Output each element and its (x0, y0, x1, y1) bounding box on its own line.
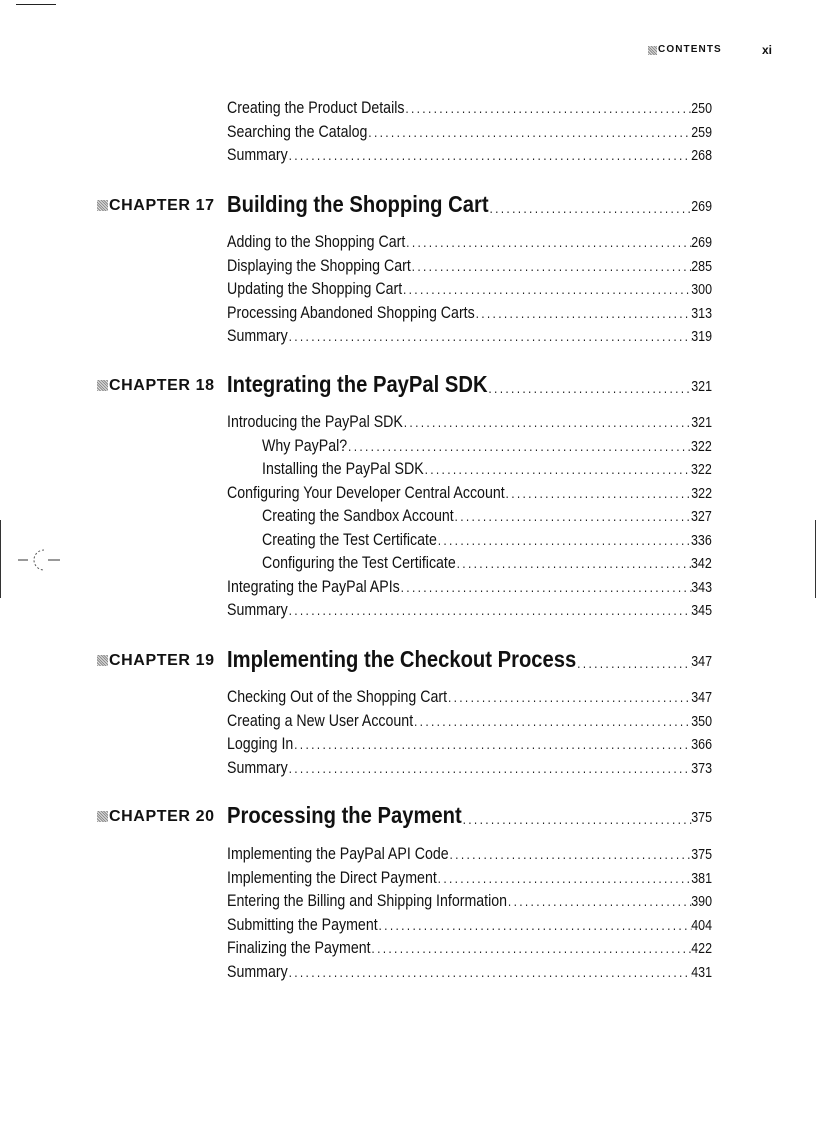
entry-page-number: 375 (691, 847, 713, 863)
toc-entry[interactable] (227, 481, 712, 503)
toc-entry[interactable] (227, 598, 712, 620)
dot-leader (371, 940, 692, 958)
dot-leader (347, 438, 691, 456)
entry-title: Creating the Product Details (227, 99, 405, 117)
chapter-square-icon (97, 380, 108, 391)
dot-leader (400, 579, 691, 597)
entry-title: Adding to the Shopping Cart (227, 233, 406, 251)
toc-entry[interactable] (227, 732, 712, 754)
chapter-label (97, 808, 222, 828)
dot-leader (413, 713, 691, 731)
entry-page-number: 373 (691, 760, 713, 777)
dot-leader (475, 305, 692, 323)
entry-title: Searching the Catalog (227, 122, 368, 141)
dot-leader (462, 811, 691, 829)
entry-page-number: 350 (691, 713, 713, 730)
entry-title: Entering the Billing and Shipping Information (227, 892, 508, 910)
entry-page-number: 322 (690, 462, 712, 478)
toc-entry[interactable] (227, 842, 712, 864)
dot-leader (293, 736, 691, 754)
toc-entry[interactable] (227, 96, 712, 118)
dot-leader (411, 258, 691, 276)
entry-page-number: 336 (690, 532, 712, 549)
entry-title: Processing Abandoned Shopping Carts (227, 303, 475, 322)
dot-leader (424, 461, 691, 479)
toc-entry[interactable] (227, 936, 712, 958)
entry-page-number: 366 (691, 737, 713, 753)
dot-leader (488, 380, 692, 398)
entry-title: Displaying the Shopping Cart (227, 256, 411, 275)
entry-page-number: 269 (691, 235, 713, 251)
entry-title: Summary (227, 601, 288, 619)
chapter-title: Building the Shopping Cart (227, 191, 489, 217)
entry-page-number: 343 (691, 579, 713, 596)
entry-page-number: 345 (691, 603, 713, 619)
dot-leader (489, 200, 692, 218)
dot-leader (367, 124, 691, 142)
chapter-square-icon (97, 655, 108, 666)
chapter-label (97, 197, 222, 217)
chapter-title: Processing the Payment (227, 802, 462, 828)
entry-page-number: 259 (691, 124, 713, 141)
chapter-heading[interactable] (227, 188, 712, 218)
dot-leader (288, 602, 692, 620)
chapter-title: Implementing the Checkout Process (227, 646, 577, 672)
entry-page-number: 313 (691, 305, 713, 322)
entry-page-number: 327 (690, 509, 712, 525)
entry-title: Creating the Sandbox Account (262, 507, 454, 525)
entry-page-number: 347 (691, 690, 713, 706)
toc-subentry[interactable] (262, 504, 712, 526)
entry-title: Creating the Test Certificate (262, 530, 437, 549)
dot-leader (402, 281, 691, 299)
dot-leader (505, 485, 692, 503)
chapter-heading[interactable] (227, 799, 712, 829)
chapter-heading[interactable] (227, 643, 712, 673)
dot-leader (454, 508, 691, 526)
chapter-square-icon (97, 200, 108, 211)
toc-subentry[interactable] (262, 528, 712, 550)
toc-entry[interactable] (227, 575, 712, 597)
entry-title: Summary (227, 146, 288, 164)
entry-title: Introducing the PayPal SDK (227, 413, 403, 431)
entry-title: Implementing the Direct Payment (227, 868, 437, 887)
entry-page-number: 390 (691, 894, 713, 910)
dot-leader (449, 846, 692, 864)
entry-page-number: 431 (691, 964, 713, 981)
chapter-label (97, 652, 222, 672)
entry-title: Configuring Your Developer Central Account (227, 483, 505, 502)
dot-leader (456, 555, 691, 573)
dot-leader (405, 234, 691, 252)
dot-leader (404, 100, 691, 118)
chapter-square-icon (97, 811, 108, 822)
entry-title: Implementing the PayPal API Code (227, 845, 449, 863)
chapter-title: Integrating the PayPal SDK (227, 371, 488, 397)
dot-leader (507, 893, 691, 911)
entry-page-number: 322 (691, 485, 713, 502)
running-head-page-number: xi (762, 43, 773, 57)
chapter-label-text: CHAPTER 17 (109, 197, 215, 214)
dot-leader (437, 870, 691, 888)
chapter-page-number: 269 (691, 199, 713, 215)
entry-title: Installing the PayPal SDK (262, 460, 424, 478)
entry-title: Submitting the Payment (227, 915, 378, 934)
entry-page-number: 319 (691, 329, 713, 345)
chapter-label (97, 377, 222, 397)
chapter-page-number: 347 (691, 654, 713, 670)
entry-page-number: 422 (691, 941, 713, 957)
entry-page-number: 300 (691, 282, 713, 298)
entry-title: Updating the Shopping Cart (227, 280, 403, 298)
dot-leader (437, 532, 691, 550)
entry-title: Checking Out of the Shopping Cart (227, 688, 448, 706)
toc-entry[interactable] (227, 709, 712, 731)
chapter-page-number: 321 (691, 379, 713, 395)
entry-page-number: 322 (690, 438, 712, 455)
chapter-page-number: 375 (691, 810, 713, 826)
toc-entry[interactable] (227, 143, 712, 165)
entry-title: Summary (227, 962, 288, 981)
dot-leader (576, 655, 691, 673)
entry-title: Summary (227, 758, 288, 777)
toc-entry[interactable] (227, 913, 712, 935)
entry-title: Why PayPal? (262, 436, 348, 455)
dot-leader (447, 689, 691, 707)
entry-page-number: 268 (691, 148, 713, 164)
dot-leader (288, 147, 692, 165)
toc-entry[interactable] (227, 324, 712, 346)
dot-leader (403, 414, 691, 432)
toc-entry[interactable] (227, 756, 712, 778)
dot-leader (378, 917, 692, 935)
entry-title: Summary (227, 327, 288, 345)
dot-leader (288, 964, 692, 982)
chapter-heading[interactable] (227, 368, 712, 398)
toc-entry[interactable] (227, 120, 712, 142)
toc-entry[interactable] (227, 889, 712, 911)
toc-subentry[interactable] (262, 457, 712, 479)
toc-entry[interactable] (227, 866, 712, 888)
dot-leader (288, 328, 692, 346)
entry-title: Configuring the Test Certificate (262, 554, 456, 572)
entry-title: Finalizing the Payment (227, 939, 371, 957)
entry-page-number: 381 (691, 870, 713, 887)
entry-page-number: 321 (691, 415, 713, 431)
entry-page-number: 404 (691, 917, 713, 934)
entry-page-number: 285 (691, 258, 713, 275)
chapter-label-text: CHAPTER 19 (109, 652, 215, 669)
toc-entry[interactable] (227, 254, 712, 276)
entry-page-number: 342 (690, 556, 712, 572)
entry-title: Integrating the PayPal APIs (227, 577, 400, 596)
toc-entry[interactable] (227, 410, 712, 432)
dot-leader (288, 760, 692, 778)
chapter-label-text: CHAPTER 18 (109, 377, 215, 394)
chapter-label-text: CHAPTER 20 (109, 808, 215, 825)
toc-subentry[interactable] (262, 434, 712, 456)
entry-title: Logging In (227, 735, 294, 753)
entry-page-number: 250 (691, 101, 713, 117)
toc-entry[interactable] (227, 960, 712, 982)
toc-entry[interactable] (227, 301, 712, 323)
running-head-label: CONTENTS (658, 44, 722, 55)
toc-entry[interactable] (227, 230, 712, 252)
toc-entry[interactable] (227, 685, 712, 707)
entry-title: Creating a New User Account (227, 711, 414, 730)
toc-subentry[interactable] (262, 551, 712, 573)
toc-entry[interactable] (227, 277, 712, 299)
